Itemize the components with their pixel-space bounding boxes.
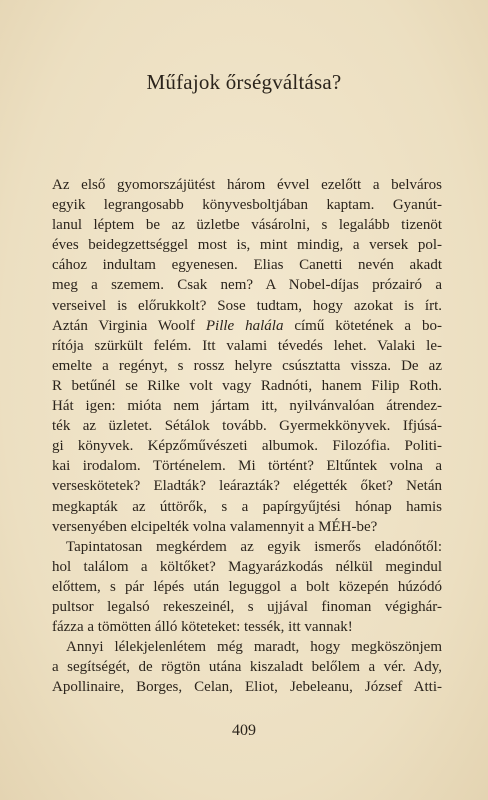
text-line: Annyi lélekjelenlétem még maradt, hogy megköszönjem — [66, 639, 442, 656]
text-line: a segítségét, de rögtön utána kiszaladt belőlem a vér. Ady, — [52, 659, 442, 676]
text-line: éves beidegzettséggel most is, mint mindig, a versek pol- — [52, 237, 442, 254]
text-line: versenyében elcipelték volna valamennyit a MÉH-be? — [52, 518, 378, 535]
text-line: megkapták az úttörők, s a papírgyűjtési hónap hamis — [52, 498, 442, 515]
chapter-title: Műfajok őrségváltása? — [146, 70, 342, 94]
text-line: emelte a regényt, s rossz helyre csúsztatta vissza. De az — [52, 357, 442, 374]
text-line: verseskötetek? Eladták? leárazták? elégették őket? Netán — [52, 478, 442, 495]
body-text — [52, 175, 442, 697]
text-line: R betűnél se Rilke volt vagy Radnóti, hanem Filip Roth. — [52, 377, 442, 394]
text-line: előttem, s pár lépés után leguggol a bolt közepén húzódó — [52, 578, 442, 595]
text-line: Aztán Virginia Woolf Pille halála című kötetének a bo- — [52, 317, 442, 334]
text-line: ték az üzletet. Sétálok tovább. Gyermekkönyvek. Ifjúsá- — [52, 418, 442, 435]
text-line: gi könyvek. Képzőművészeti albumok. Filozófia. Politi- — [52, 438, 442, 455]
text-line: Tapintatosan megkérdem az egyik ismerős eladónőtől: — [66, 538, 442, 555]
text-line: cához indultam egyenesen. Elias Canetti nevén akadt — [52, 257, 442, 274]
text-line: Az első gyomorszájütést három évvel ezelőtt a belváros — [52, 177, 442, 193]
text-line: verseivel is előrukkolt? Sose tudtam, hogy azokat is írt. — [52, 297, 442, 314]
page-number: 409 — [232, 722, 256, 739]
text-line: Hát igen: mióta nem jártam itt, nyilvánvalóan átrendez- — [52, 398, 442, 415]
text-line: hol találom a költőket? Magyarázkodás nélkül megindul — [52, 558, 442, 575]
text-line: kai irodalom. Történelem. Mi történt? Eltűntek volna a — [52, 458, 442, 475]
book-title-italic: Pille halála — [205, 317, 284, 334]
text-line: fázza a tömötten álló köteteket: tessék, itt vannak! — [52, 619, 353, 636]
text-line: egyik legrangosabb könyvesboltjában kaptam. Gyanút- — [52, 197, 442, 214]
text-line: Apollinaire, Borges, Celan, Eliot, Jebeleanu, József Atti- — [52, 679, 442, 696]
text-line: lanul léptem be az üzletbe vásárolni, s legalább tizenöt — [52, 217, 442, 234]
text-line: rítója szürkült felém. Itt valami tévedés lehet. Valaki le- — [52, 337, 442, 354]
text-line: meg a szemem. Csak nem? A Nobel-díjas prózairó a — [52, 277, 442, 294]
text-line: pultsor legalsó rekeszeinél, s ujjával finoman végighár- — [52, 598, 442, 615]
